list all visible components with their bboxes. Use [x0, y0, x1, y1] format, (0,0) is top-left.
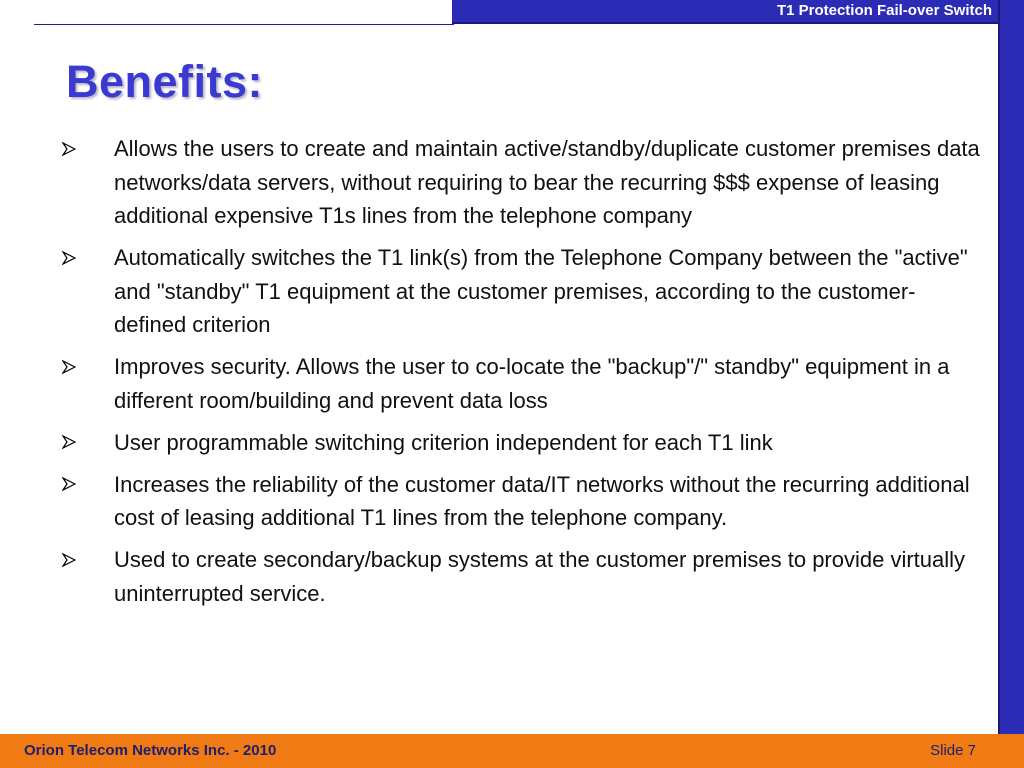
bullet-item	[62, 132, 982, 233]
arrow-bullet-icon	[62, 543, 84, 577]
bullet-text: User programmable switching criterion independent for each T1 link	[114, 429, 773, 455]
footer-bar	[0, 734, 1024, 768]
arrow-bullet-icon	[62, 350, 84, 384]
bullet-text: Improves security. Allows the user to co-locate the "backup"/" standby" equipment in a different room/building and prevent data loss	[114, 354, 950, 413]
bullet-list	[62, 132, 982, 619]
bullet-item	[62, 468, 982, 535]
bullet-item	[62, 426, 982, 460]
header-banner-text: T1 Protection Fail-over Switch	[776, 2, 992, 19]
bullet-text: Increases the reliability of the customer data/IT networks without the recurring additional cost of leasing additional T1 lines from the telephone company.	[114, 471, 970, 530]
arrow-bullet-icon	[62, 132, 84, 166]
bullet-text: Used to create secondary/backup systems at the customer premises to provide virtually uninterrupted service.	[114, 547, 966, 606]
bullet-text: Automatically switches the T1 link(s) from the Telephone Company between the "active" and "standby" T1 equipment at the customer premises, according to the customer-defined criterion	[114, 245, 968, 337]
footer-company: Orion Telecom Networks Inc. - 2010	[24, 742, 277, 759]
footer-slide-number: Slide 7	[930, 742, 976, 759]
header-banner	[452, 0, 998, 24]
bullet-text: Allows the users to create and maintain active/standby/duplicate customer premises data networks/data servers, without requiring to bear the recurring $$$ expense of leasing additional expensive T1s lines from the telephone company	[114, 136, 980, 228]
bullet-item	[62, 241, 982, 342]
arrow-bullet-icon	[62, 468, 84, 502]
right-accent-stripe	[998, 0, 1024, 734]
bullet-item	[62, 543, 982, 610]
bullet-item	[62, 350, 982, 417]
header-rule	[34, 24, 454, 25]
arrow-bullet-icon	[62, 241, 84, 275]
arrow-bullet-icon	[62, 426, 84, 460]
slide-title: Benefits:	[66, 56, 264, 107]
